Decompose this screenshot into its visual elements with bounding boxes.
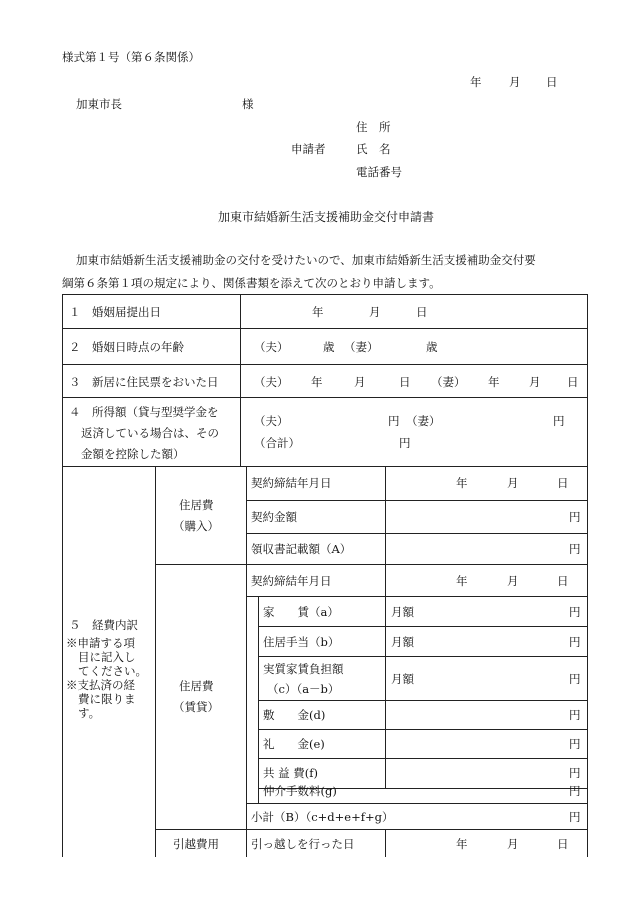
row4-total: （合計） <box>254 436 300 450</box>
row2-age-wife: 歳 <box>426 340 438 354</box>
rent-brokerage-label: 仲介手数料(g) <box>263 784 337 798</box>
rent-rent-label: 家 賃（a） <box>263 605 339 619</box>
rent-allowance-yen: 円 <box>569 635 581 649</box>
rent-keymoney-label: 礼 金(e) <box>263 737 325 751</box>
rent-month: 月 <box>507 574 519 588</box>
row4-label-2: 返済している場合は、その <box>81 426 219 440</box>
rent-actual-monthly: 月額 <box>391 672 414 686</box>
purchase-month: 月 <box>507 476 519 490</box>
rent-deposit-label: 敷 金(d) <box>263 708 326 722</box>
purchase-day: 日 <box>557 476 569 490</box>
row4-yen-total: 円 <box>399 436 411 450</box>
row1-month: 月 <box>369 305 381 319</box>
rent-actual-label-2: （c）（a－b） <box>267 682 340 696</box>
row1-year: 年 <box>312 305 324 319</box>
row4-husband: （夫） <box>254 414 289 428</box>
row2-label: ２ 婚姻日時点の年齢 <box>69 340 184 354</box>
purchase-year: 年 <box>456 476 468 490</box>
rent-keymoney-yen: 円 <box>569 737 581 751</box>
row3-husband: （夫） <box>254 375 289 389</box>
row3-day-w: 日 <box>567 375 579 389</box>
rent-common-yen: 円 <box>569 766 581 780</box>
row2-wife: （妻） <box>344 340 379 354</box>
header-day: 日 <box>546 75 558 89</box>
row5-label: ５ 経費内訳 <box>69 618 138 632</box>
row5-note2-2: 費に限りま <box>78 692 136 706</box>
row5-note1-3: てください。 <box>78 664 147 678</box>
form-number: 様式第１号（第６条関係） <box>62 50 200 64</box>
application-table <box>62 294 588 857</box>
row5-note2-3: す。 <box>78 706 101 720</box>
purchase-receipt-amount: 領収書記載額（A） <box>251 542 352 556</box>
row5-note2-1: ※支払済の経 <box>66 678 135 692</box>
rent-day: 日 <box>557 574 569 588</box>
row1-label: １ 婚姻届提出日 <box>69 305 161 319</box>
document-title: 加東市結婚新生活支援補助金交付申請書 <box>218 210 435 224</box>
purchase-amount-yen: 円 <box>569 510 581 524</box>
row3-month-h: 月 <box>354 375 366 389</box>
row1-day: 日 <box>416 305 428 319</box>
row2-age-husband: 歳 <box>323 340 335 354</box>
row3-year-w: 年 <box>488 375 500 389</box>
row3-year-h: 年 <box>311 375 323 389</box>
purchase-contract-amount: 契約金額 <box>251 510 297 524</box>
row2-husband: （夫） <box>254 340 289 354</box>
row3-wife: （妻） <box>431 375 466 389</box>
intro-line-2: 綱第６条第１項の規定により、関係書類を添えて次のとおり申請します。 <box>62 276 441 290</box>
row3-label: ３ 新居に住民票をおいた日 <box>69 375 219 389</box>
row4-yen-w: 円 <box>553 414 565 428</box>
row5-note1-2: 目に記入し <box>78 650 136 664</box>
moving-label: 引越費用 <box>173 837 219 851</box>
moving-year: 年 <box>456 837 468 851</box>
purchase-label-1: 住居費 <box>179 498 214 512</box>
rent-rent-yen: 円 <box>569 605 581 619</box>
header-month: 月 <box>509 75 521 89</box>
rent-actual-yen: 円 <box>569 672 581 686</box>
purchase-label-2: （購入） <box>173 519 219 533</box>
moving-date-label: 引っ越しを行った日 <box>251 837 355 851</box>
rent-actual-label-1: 実質家賃負担額 <box>263 662 344 676</box>
intro-line-1: 加東市結婚新生活支援補助金の交付を受けたいので、加東市結婚新生活支援補助金交付要 <box>76 253 536 267</box>
applicant-label: 申請者 <box>291 142 326 156</box>
phone-label: 電話番号 <box>356 165 402 179</box>
rent-contract-date: 契約締結年月日 <box>251 574 332 588</box>
rent-allowance-label: 住居手当（b） <box>263 635 340 649</box>
row3-month-w: 月 <box>529 375 541 389</box>
row5-note1-1: ※申請する項 <box>66 636 135 650</box>
honorific: 様 <box>242 97 254 111</box>
addressee: 加東市長 <box>76 97 122 111</box>
purchase-contract-date: 契約締結年月日 <box>251 476 332 490</box>
name-label: 氏 名 <box>356 142 391 156</box>
rent-subtotal-label: 小計（B）（c+d+e+f+g） <box>251 810 394 824</box>
rent-subtotal-yen: 円 <box>569 810 581 824</box>
row4-yen-h: 円 <box>388 414 400 428</box>
moving-month: 月 <box>507 837 519 851</box>
address-label: 住 所 <box>356 120 391 134</box>
row4-label-3: 金額を控除した額） <box>81 447 185 461</box>
rent-year: 年 <box>456 574 468 588</box>
rent-label-1: 住居費 <box>179 679 214 693</box>
row3-day-h: 日 <box>399 375 411 389</box>
rent-label-2: （賃貸） <box>173 700 219 714</box>
rent-brokerage-yen: 円 <box>569 784 581 798</box>
rent-rent-monthly: 月額 <box>391 605 414 619</box>
row4-wife: （妻） <box>406 414 441 428</box>
header-year: 年 <box>470 75 482 89</box>
rent-allowance-monthly: 月額 <box>391 635 414 649</box>
purchase-receipt-yen: 円 <box>569 542 581 556</box>
row4-label-1: ４ 所得額（貸与型奨学金を <box>69 405 219 419</box>
rent-deposit-yen: 円 <box>569 708 581 722</box>
moving-day: 日 <box>557 837 569 851</box>
rent-common-label: 共 益 費(f) <box>263 766 319 780</box>
